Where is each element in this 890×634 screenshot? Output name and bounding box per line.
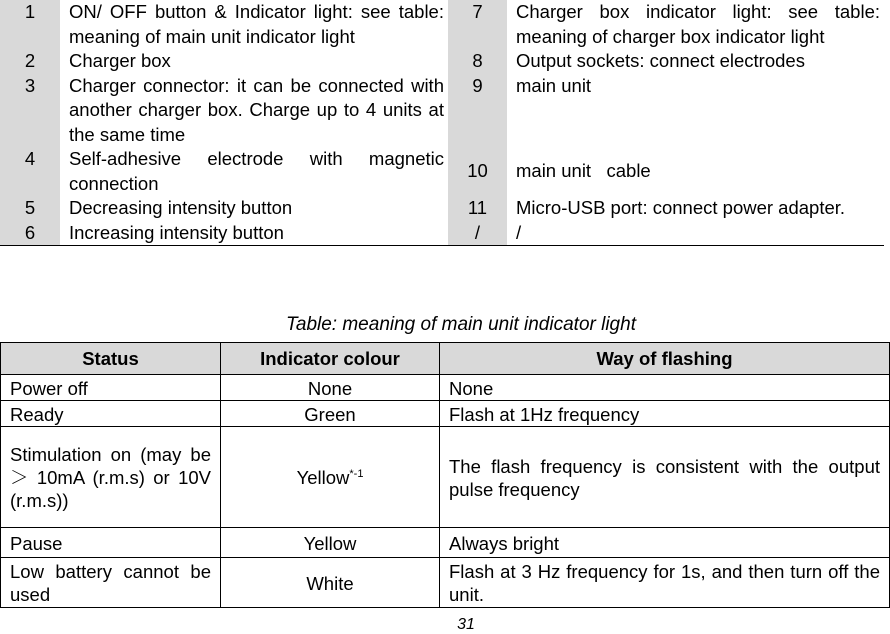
part-description: main unit cable	[516, 160, 651, 182]
part-description: Self-adhesive electrode with magnetic connection	[69, 148, 444, 194]
part-description: Output sockets: connect electrodes	[516, 50, 805, 71]
part-number: /	[448, 221, 507, 246]
flashing-cell: The flash frequency is consistent with the output pulse frequency	[440, 427, 890, 528]
part-description: Micro-USB port: connect power adapter.	[516, 197, 846, 218]
table-row	[1, 401, 890, 427]
status-cell: Ready	[1, 401, 221, 427]
colour-cell: Green	[221, 401, 440, 427]
flashing-cell: Flash at 3 Hz frequency for 1s, and then turn off the unit.	[440, 558, 890, 608]
part-description: Increasing intensity button	[69, 221, 284, 243]
part-description: ON/ OFF button & Indicator light: see table: meaning of main unit indicator light	[69, 1, 444, 47]
table-row	[1, 528, 890, 558]
status-cell: Pause	[1, 528, 221, 558]
colour-footnote-mark: *-1	[349, 467, 364, 480]
flashing-cell: Always bright	[440, 528, 890, 558]
part-number: 9	[448, 74, 507, 148]
parts-row	[0, 74, 884, 148]
column-header-flashing: Way of flashing	[440, 343, 890, 375]
table-row	[1, 558, 890, 608]
part-description: Charger box	[69, 50, 171, 71]
colour-cell: None	[221, 375, 440, 401]
colour-cell	[221, 427, 440, 528]
parts-row	[0, 0, 884, 49]
part-number: 4	[0, 147, 60, 196]
part-description: Charger box indicator light: see table: meaning of charger box indicator light	[516, 1, 880, 47]
status-cell: Power off	[1, 375, 221, 401]
column-header-colour: Indicator colour	[221, 343, 440, 375]
table-caption: Table: meaning of main unit indicator light	[286, 314, 636, 335]
part-description: /	[516, 221, 522, 243]
table-row	[1, 375, 890, 401]
part-number: 1	[0, 0, 60, 49]
status-cell: Low battery cannot be used	[1, 558, 221, 608]
page-number: 31	[457, 616, 475, 633]
colour-value: Yellow	[296, 467, 350, 488]
part-number: 10	[448, 147, 507, 196]
part-description: main unit	[516, 74, 592, 96]
indicator-table	[0, 342, 890, 608]
colour-cell: White	[221, 558, 440, 608]
header-row	[1, 343, 890, 375]
colour-cell: Yellow	[221, 528, 440, 558]
status-cell: Stimulation on (may be ＞ 10mA (r.m.s) or 10V (r.m.s))	[1, 427, 221, 528]
table-row	[1, 427, 890, 528]
parts-row	[0, 49, 884, 74]
part-number: 2	[0, 49, 60, 74]
parts-row	[0, 196, 884, 221]
part-number: 11	[448, 196, 507, 221]
column-header-status: Status	[1, 343, 221, 375]
part-description: Charger connector: it can be connected with another charger box. Charge up to 4 units at the same time	[69, 74, 444, 145]
parts-list-table	[0, 0, 884, 246]
part-number: 6	[0, 221, 60, 246]
part-description: Decreasing intensity button	[69, 197, 293, 218]
flashing-cell: None	[440, 375, 890, 401]
parts-row	[0, 147, 884, 196]
part-number: 3	[0, 74, 60, 148]
part-number: 8	[448, 49, 507, 74]
part-number: 5	[0, 196, 60, 221]
flashing-cell: Flash at 1Hz frequency	[440, 401, 890, 427]
part-number: 7	[448, 0, 507, 49]
parts-row	[0, 221, 884, 246]
